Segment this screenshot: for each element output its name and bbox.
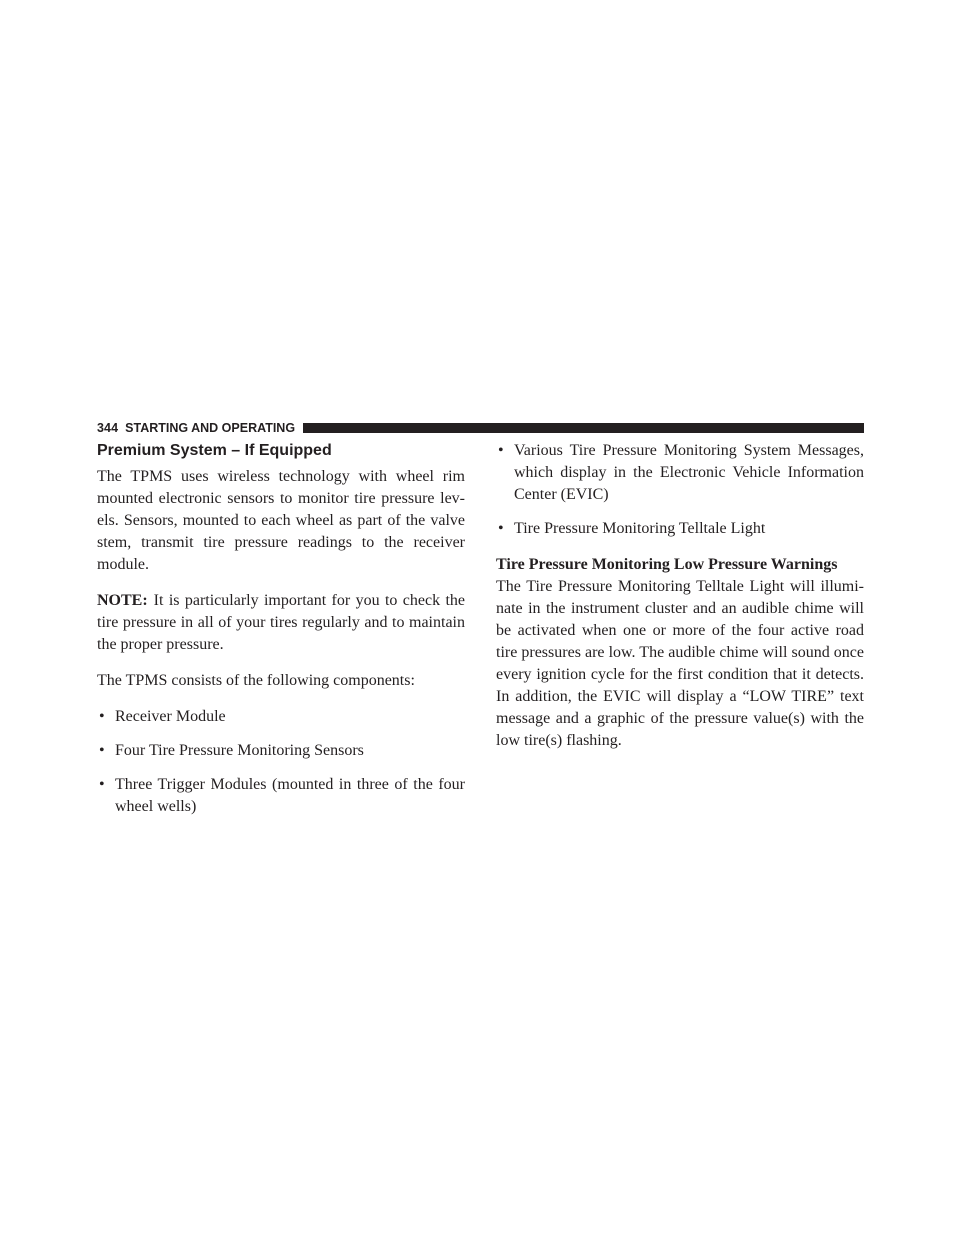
header-rule — [303, 423, 864, 433]
note-label: NOTE: — [97, 592, 148, 609]
list-item: • Various Tire Pressure Monitoring System Messages, which display in the Electronic Vehicle Information Center (EVIC) — [498, 442, 864, 503]
page-header — [97, 419, 864, 436]
list-item: • Three Trigger Modules (mounted in three of the four wheel wells) — [99, 776, 465, 815]
note-paragraph — [97, 590, 465, 656]
bullet-icon: • — [99, 776, 105, 793]
components-list-continued — [496, 440, 864, 540]
bullet-icon: • — [99, 708, 105, 725]
bullet-icon: • — [498, 520, 504, 537]
components-list — [97, 706, 465, 818]
left-column — [97, 440, 465, 818]
section-title: STARTING AND OPERATING — [125, 420, 296, 435]
list-item: • Four Tire Pressure Monitoring Sensors — [97, 740, 465, 762]
bullet-icon: • — [498, 442, 504, 459]
page-number: 344 — [97, 420, 119, 435]
warnings-paragraph: The Tire Pressure Monitoring Telltale Light will illumi-nate in the instrument cluster and an audible chime will be activated when one or more of the four active road tire pressures are low. The audible chime will sound once every ignition cycle for the first condition that it detects. In addition, the EVIC will display a “LOW TIRE” text message and a graphic of the pressure value(s) with the low tire(s) flashing. — [496, 578, 864, 749]
list-item: • Tire Pressure Monitoring Telltale Light — [496, 518, 864, 540]
warnings-subheading: Tire Pressure Monitoring Low Pressure Warnings — [496, 556, 838, 573]
intro-paragraph: The TPMS uses wireless technology with wheel rim mounted electronic sensors to monitor tire pressure lev-els. Sensors, mounted to each wheel as part of the valve stem, transmit tire pressure readings to the receiver module. — [97, 468, 465, 573]
section-heading: Premium System – If Equipped — [97, 442, 332, 459]
note-text: It is particularly important for you to check the tire pressure in all of your tires regularly and to maintain the proper pressure. — [97, 592, 465, 653]
components-intro: The TPMS consists of the following components: — [97, 672, 415, 689]
right-column — [496, 440, 864, 752]
bullet-icon: • — [99, 742, 105, 759]
list-item: • Receiver Module — [97, 706, 465, 728]
